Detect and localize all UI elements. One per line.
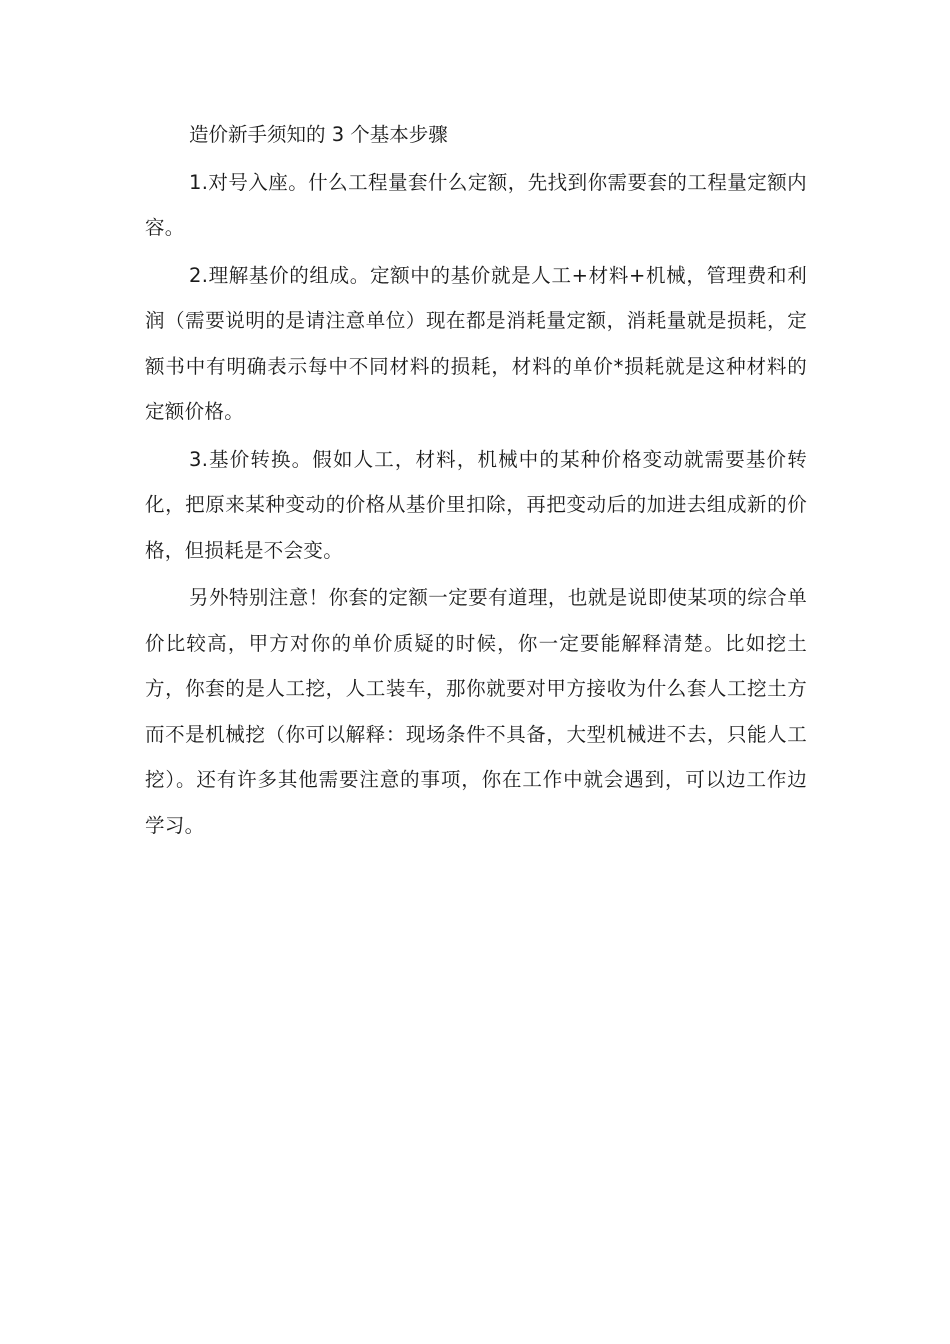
- step-3-paragraph: 3.基价转换。假如人工，材料，机械中的某种价格变动就需要基价转化，把原来某种变动的价格从基价里扣除，再把变动后的加进去组成新的价格，但损耗是不会变。: [145, 447, 807, 562]
- document-body: [145, 112, 807, 850]
- note-paragraph: 另外特别注意！你套的定额一定要有道理，也就是说即使某项的综合单价比较高，甲方对你的单价质疑的时候，你一定要能解释清楚。比如挖土方，你套的是人工挖，人工装车，那你就要对甲方接收为什么套人工挖土方而不是机械挖（你可以解释：现场条件不具备，大型机械进不去，只能人工挖）。还有许多其他需要注意的事项，你在工作中就会遇到，可以边工作边学习。: [145, 586, 807, 837]
- document-title: 造价新手须知的 3 个基本步骤: [189, 123, 448, 146]
- step-1-paragraph: 1.对号入座。什么工程量套什么定额，先找到你需要套的工程量定额内容。: [145, 170, 807, 239]
- step-2-paragraph: 2.理解基价的组成。定额中的基价就是人工+材料+机械，管理费和利润（需要说明的是请注意单位）现在都是消耗量定额，消耗量就是损耗，定额书中有明确表示每中不同材料的损耗，材料的单价*损耗就是这种材料的定额价格。: [145, 263, 807, 423]
